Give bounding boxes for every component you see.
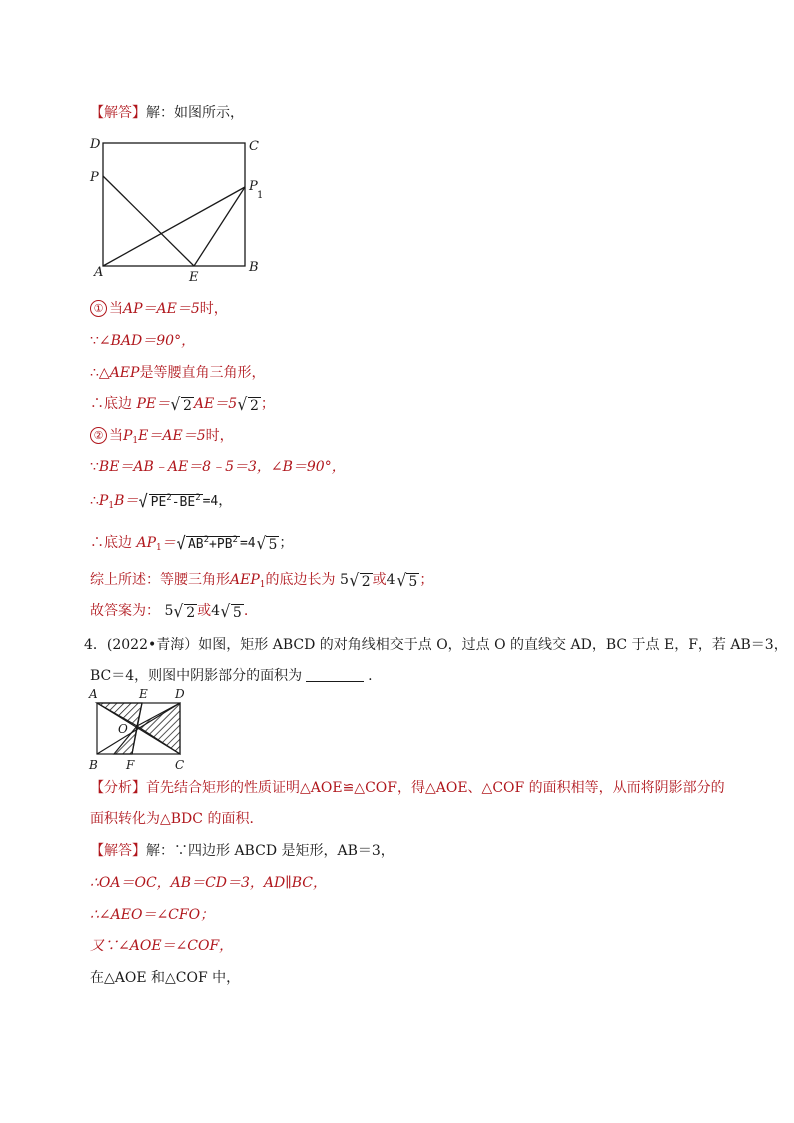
because-symbol: ∵ — [90, 333, 99, 349]
coef-5: 5 — [339, 572, 349, 588]
solution2-line-3: ∴∠AEO＝∠CFO； — [90, 907, 215, 923]
coef-5: 5 — [164, 603, 174, 619]
sub-1: 1 — [155, 543, 162, 553]
p-var: P — [98, 493, 109, 509]
therefore-symbol: ∴ — [90, 365, 99, 381]
case-1-marker: ① — [90, 300, 107, 317]
label-c: C — [175, 758, 185, 772]
case-2-eq: E＝AE＝5 — [138, 428, 206, 444]
value-4: =4 — [239, 536, 256, 551]
answer-blank[interactable] — [306, 667, 364, 682]
analysis-line-1 — [90, 778, 725, 798]
analysis-line-2 — [90, 809, 263, 829]
case-2-pre: 当 — [109, 428, 123, 444]
sq: 2 — [232, 535, 238, 545]
sq: 2 — [195, 493, 201, 503]
figure-shaded-rectangle — [84, 686, 196, 774]
line-bad — [90, 331, 195, 351]
label-p1-sub: 1 — [257, 190, 264, 201]
solution2-text-1: 解：∵四边形 ABCD 是矩形，AB＝3， — [146, 843, 395, 859]
sqrt-2: √ 2 — [170, 395, 192, 415]
segment-ep1 — [194, 187, 245, 266]
value-4: =4 — [202, 494, 219, 509]
sqrt-5: √ 5 — [396, 571, 418, 591]
sqrt-2: √ 2 — [173, 602, 196, 622]
coef-4: 4 — [386, 572, 396, 588]
label-o: O — [118, 722, 128, 736]
label-b: B — [249, 260, 259, 275]
line-be — [90, 457, 346, 477]
solution-tag: 【解答】 — [90, 843, 146, 859]
sub-1: 1 — [108, 501, 115, 511]
therefore-symbol: ∴ — [90, 535, 104, 551]
label-e: E — [139, 687, 148, 701]
case-1-pre: 当 — [109, 301, 123, 317]
label-e: E — [189, 270, 199, 285]
analysis-text-1: 首先结合矩形的性质证明△AOE≌△COF，得△AOE、△COF 的面积相等，从而将阴影部分的 — [146, 780, 725, 796]
sqrt-ab-pb: √ $AB^2+PB^2$ — [176, 534, 238, 554]
segment-ap1 — [103, 187, 245, 266]
or-text: 或 — [372, 572, 387, 588]
case-2-line — [90, 426, 234, 446]
semicolon: ； — [260, 396, 275, 412]
sqrt-2: √ 2 — [349, 571, 371, 591]
q4-line-1: 4．(2022•青海）如图，矩形 ABCD 的对角线相交于点 O，过点 O 的直线交 AD，BC 于点 E，F，若 AB＝3， — [84, 637, 788, 653]
comma: ， — [218, 493, 233, 509]
r-pe: PE — [150, 495, 167, 510]
label-d: D — [90, 137, 101, 152]
solution-tag: 【解答】 — [90, 105, 146, 121]
b-eq: B＝ — [114, 493, 139, 509]
solution-intro: 解：如图所示， — [146, 105, 244, 121]
or-text: 或 — [197, 603, 212, 619]
solution2-line-1 — [90, 841, 395, 861]
case-1-post: 时， — [199, 301, 228, 317]
line-iso — [90, 363, 265, 383]
label-a: A — [94, 265, 104, 280]
sqrt-5: √ 5 — [256, 534, 278, 554]
eq: ＝ — [161, 535, 176, 551]
triangle-aep: △AEP — [98, 365, 140, 381]
summary-text: 综上所述：等腰三角形 — [90, 572, 230, 588]
sqrt-5: √ 5 — [220, 602, 242, 622]
summary-line — [90, 570, 433, 590]
rectangle-abcd — [103, 143, 245, 266]
label-c: C — [249, 139, 259, 154]
label-p: P — [90, 170, 99, 185]
label-f: F — [126, 758, 135, 772]
sq: 2 — [166, 493, 172, 503]
ae-eq: AE＝5 — [193, 396, 238, 412]
semicolon: ； — [419, 572, 434, 588]
r-pb: +PB — [209, 537, 233, 552]
ap-var: AP — [136, 535, 156, 551]
analysis-tag: 【分析】 — [90, 780, 146, 796]
label-b: B — [89, 758, 98, 772]
sq: 2 — [203, 535, 210, 545]
solution2-line-5: 在△AOE 和△COF 中， — [90, 970, 241, 986]
shaded-triangle-ocd — [137, 703, 180, 754]
be-eq: BE＝AB﹣AE＝8﹣5＝3，∠B＝90°， — [98, 459, 346, 475]
answer-line — [90, 601, 248, 621]
sqrt-pe-be: √ $PE^2-BE^2$ — [138, 492, 201, 512]
line-ap1 — [90, 533, 293, 554]
sqrt-2-b: √ 2 — [237, 395, 259, 415]
figure-rectangle-abcd — [84, 132, 274, 287]
period: . — [368, 668, 373, 684]
because-symbol: ∵ — [90, 459, 99, 475]
period: . — [243, 603, 249, 619]
line-p1b — [90, 491, 232, 512]
sub-1: 1 — [132, 436, 139, 446]
summary-text-2: 的底边长为 — [265, 572, 336, 588]
p-var: P — [123, 428, 133, 444]
segment-pe — [103, 176, 194, 266]
semicolon: ； — [279, 535, 294, 551]
solution-header — [90, 103, 244, 123]
sub-1: 1 — [259, 580, 266, 590]
iso-text: 是等腰直角三角形， — [139, 365, 266, 381]
line-pe — [90, 394, 275, 414]
q4-line-2-text: BC＝4，则图中阴影部分的面积为 — [90, 668, 303, 684]
case-2-post: 时， — [205, 428, 234, 444]
solution2-line-4: 又∵∠AOE＝∠COF， — [90, 938, 234, 954]
label-d: D — [175, 687, 185, 701]
pe-var: PE＝ — [136, 396, 171, 412]
coef-4: 4 — [211, 603, 221, 619]
label-p1: P — [249, 179, 258, 194]
analysis-text-2: 面积转化为△BDC 的面积． — [90, 811, 264, 827]
case-2-marker: ② — [90, 427, 107, 444]
solution2-line-2: ∴OA＝OC，AB＝CD＝3，AD∥BC， — [90, 875, 327, 891]
therefore-symbol: ∴ — [90, 493, 99, 509]
q4-line-2 — [90, 666, 373, 686]
angle-bad-eq: ∠BAD＝90°， — [98, 333, 196, 349]
label-a: A — [89, 687, 98, 701]
case-1-line — [90, 299, 228, 319]
r-be: -BE — [171, 495, 196, 510]
triangle-aep: AEP — [230, 572, 260, 588]
base-text: 底边 — [104, 396, 132, 412]
answer-text: 故答案为： — [90, 603, 160, 619]
therefore-symbol: ∴ — [90, 396, 104, 412]
case-1-eq: AP＝AE＝5 — [123, 301, 200, 317]
r-ab: AB — [187, 537, 204, 552]
base-text: 底边 — [104, 535, 132, 551]
